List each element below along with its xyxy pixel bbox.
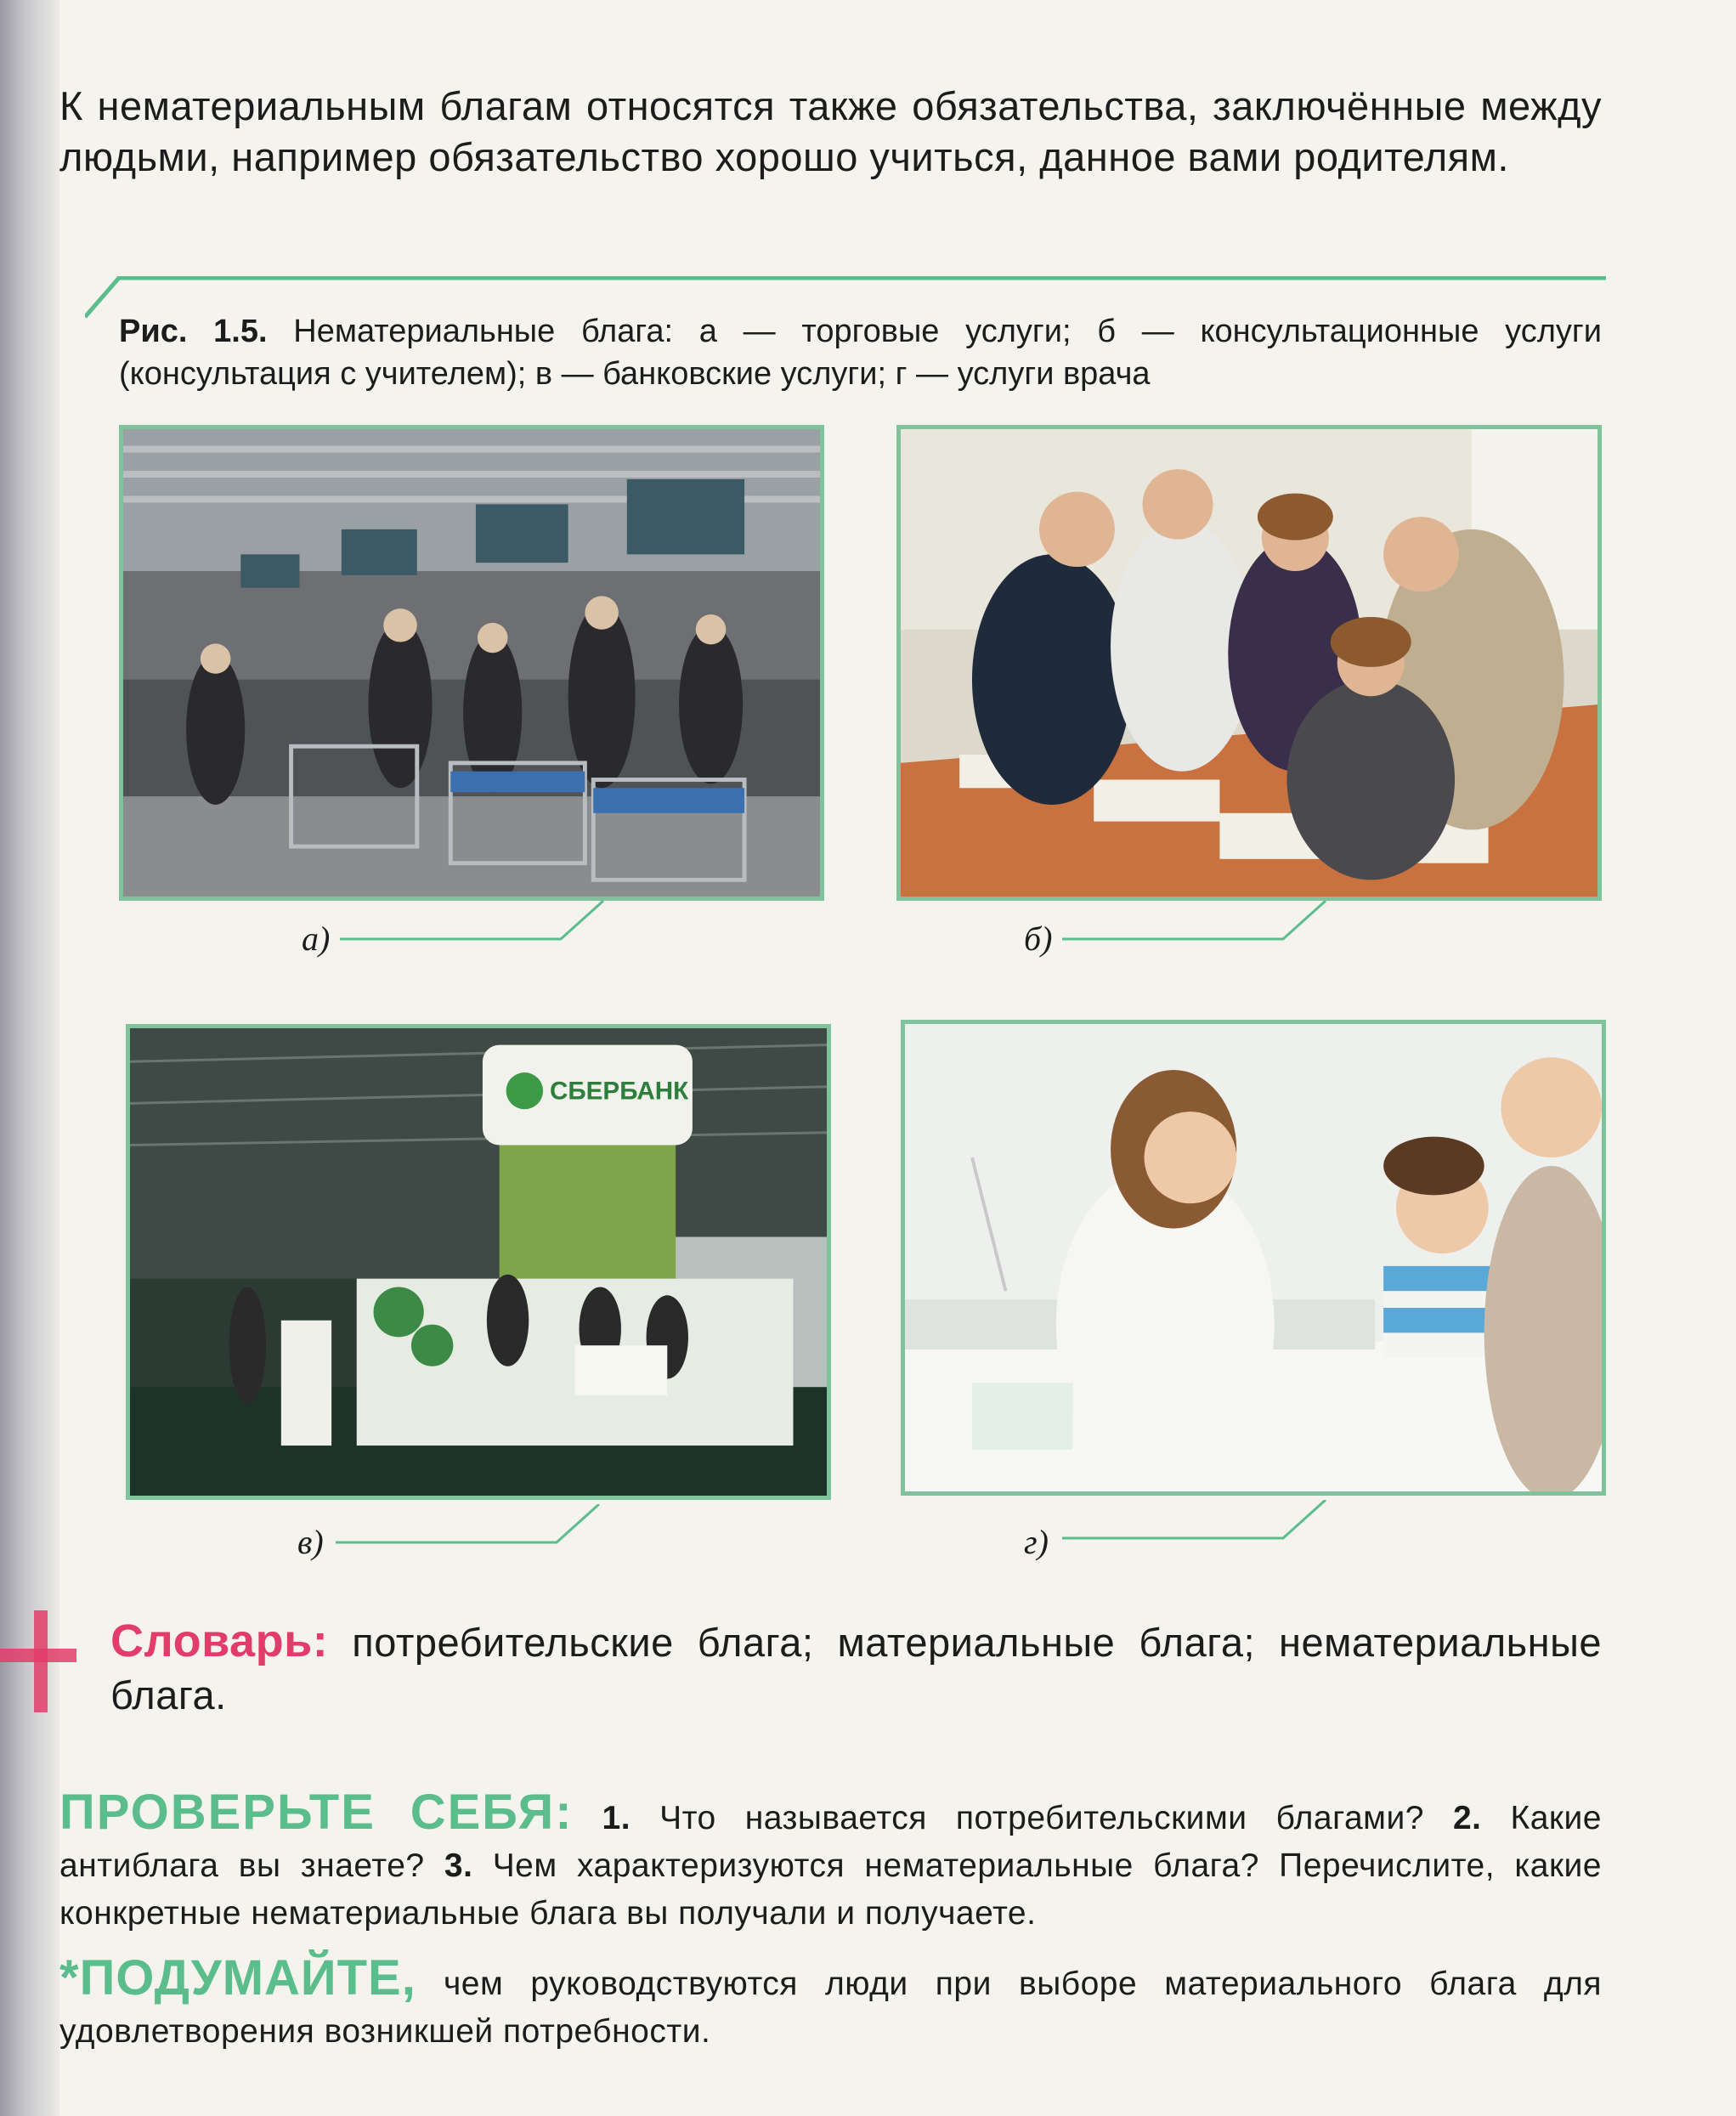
label-leader-b: [1062, 901, 1334, 960]
sberbank-sign: СБЕРБАНК: [549, 1077, 689, 1106]
photo-trade-services: [119, 425, 824, 901]
question-3: Чем характеризуются нематериальные блага? Перечислите, какие конкретные нематериальные блага вы получали и получаете.: [59, 1847, 1602, 1932]
label-leader-v: [336, 1504, 608, 1564]
vocabulary-heading: Словарь:: [110, 1615, 329, 1666]
question-3-number: 3.: [444, 1847, 473, 1884]
intro-paragraph: К нематериальным благам относятся также обязательства, заключённые между людьми, например обязательство хорошо учиться, данное вами родителям.: [59, 83, 1602, 179]
question-1: Что называется потребительскими благами?: [659, 1800, 1424, 1836]
figure-caption-text: Нематериальные блага: а — торговые услуги; б — консультационные услуги (консультация с учителем); в — банковские услуги; г — услуги врача: [119, 314, 1603, 392]
figure-caption: [119, 310, 1602, 395]
photo-label-v: в): [297, 1523, 324, 1561]
photo-label-b: б): [1024, 919, 1053, 958]
photo-label-a: а): [302, 919, 331, 958]
vocabulary-terms: потребительские блага; материальные блага; нематериальные блага.: [110, 1620, 1602, 1717]
question-1-number: 1.: [602, 1800, 631, 1836]
think-heading: *ПОДУМАЙТЕ,: [59, 1950, 416, 2006]
think-text: чем руководствуются люди при выборе материального блага для удовлетворения возникшей потребности.: [59, 1966, 1603, 2050]
photo-label-g: г): [1024, 1523, 1049, 1561]
photo-bank-services: [126, 1024, 831, 1500]
vocabulary-block: [110, 1615, 1602, 1722]
think-block: [59, 1950, 1603, 2056]
label-leader-g: [1062, 1500, 1334, 1559]
check-yourself-block: [59, 1785, 1602, 1938]
bookmark-marker-icon: [0, 1610, 76, 1712]
question-2: Какие антиблага вы знаете?: [59, 1800, 1602, 1884]
figure-number: Рис. 1.5.: [119, 314, 268, 349]
page-binding-shadow: [0, 0, 59, 2116]
question-2-number: 2.: [1452, 1800, 1482, 1836]
check-yourself-heading: ПРОВЕРЬТЕ СЕБЯ:: [59, 1785, 574, 1840]
photo-consulting-services: [896, 425, 1602, 901]
label-leader-a: [340, 901, 612, 960]
photo-doctor-services: [901, 1020, 1606, 1496]
